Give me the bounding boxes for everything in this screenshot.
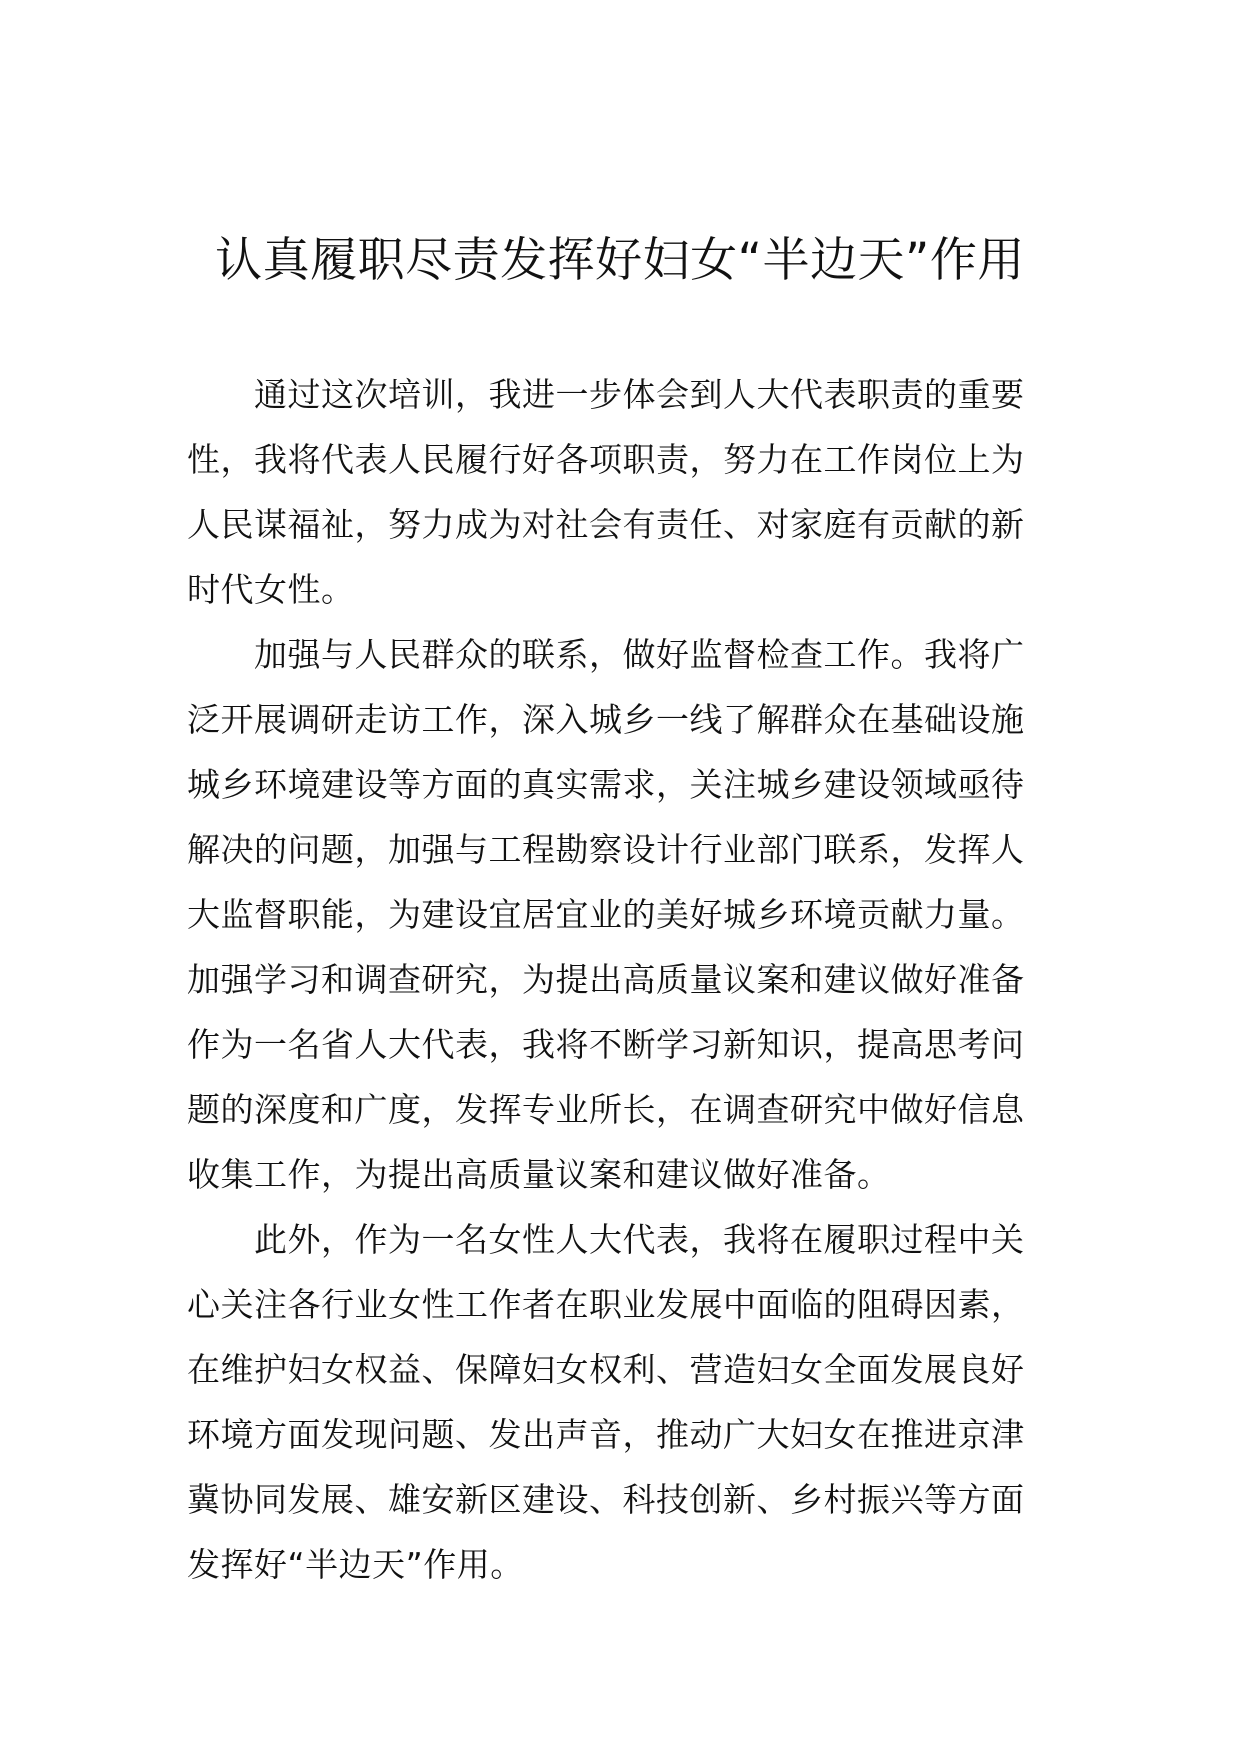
paragraph-1-line-4: 时代女性。 [187,570,355,609]
paragraph-2-line-3: 城乡环境建设等方面的真实需求，关注城乡建设领域亟待 [187,765,1025,804]
paragraph-1-line-2: 性，我将代表人民履行好各项职责，努力在工作岗位上为 [187,440,1025,479]
paragraph-3-line-5: 冀协同发展、雄安新区建设、科技创新、乡村振兴等方面 [187,1480,1025,1519]
paragraph-2-line-4: 解决的问题，加强与工程勘察设计行业部门联系，发挥人 [187,830,1025,869]
paragraph-2-line-1: 加强与人民群众的联系，做好监督检查工作。我将广 [254,635,1025,674]
paragraph-2-line-7: 作为一名省人大代表，我将不断学习新知识，提高思考问 [187,1025,1025,1064]
paragraph-2-line-6: 加强学习和调查研究，为提出高质量议案和建议做好准备 [187,960,1025,999]
paragraph-3-line-3: 在维护妇女权益、保障妇女权利、营造妇女全面发展良好 [187,1350,1025,1389]
paragraph-3-line-1: 此外，作为一名女性人大代表，我将在履职过程中关 [254,1220,1025,1259]
document-body [187,362,1057,1597]
paragraph-2-line-8: 题的深度和广度，发挥专业所长，在调查研究中做好信息 [187,1090,1025,1129]
paragraph-3-line-6: 发挥好“半边天”作用。 [187,1545,524,1584]
paragraph-2-line-5: 大监督职能，为建设宜居宜业的美好城乡环境贡献力量。 [187,895,1025,934]
paragraph-1-line-3: 人民谋福祉，努力成为对社会有责任、对家庭有贡献的新 [187,505,1025,544]
paragraph-2-line-9: 收集工作，为提出高质量议案和建议做好准备。 [187,1155,891,1194]
paragraph-1-line-1: 通过这次培训，我进一步体会到人大代表职责的重要 [254,375,1025,414]
document-title: 认真履职尽责发挥好妇女“半边天”作用 [215,233,1025,288]
paragraph-3-line-2: 心关注各行业女性工作者在职业发展中面临的阻碍因素， [187,1285,1025,1324]
paragraph-3-line-4: 环境方面发现问题、发出声音，推动广大妇女在推进京津 [187,1415,1025,1454]
paragraph-2-line-2: 泛开展调研走访工作，深入城乡一线了解群众在基础设施 [187,700,1025,739]
